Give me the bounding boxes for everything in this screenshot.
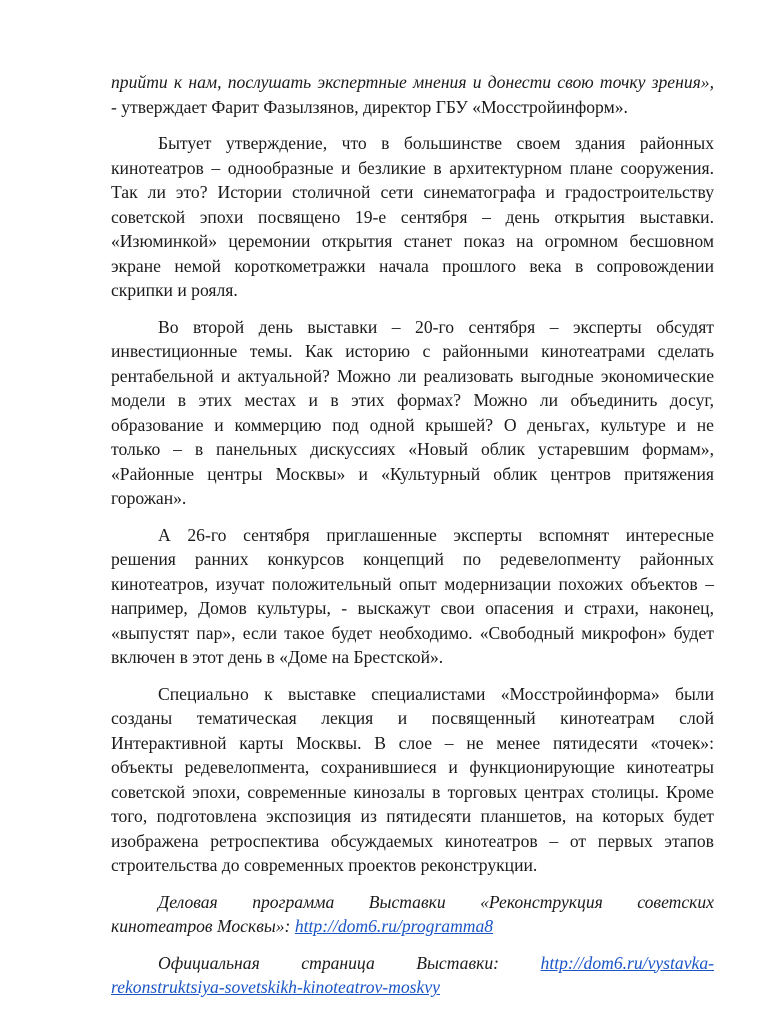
text-line: «Районные центры Москвы» и «Культурный облик центров притяжения	[111, 463, 714, 484]
official-page-link-part1[interactable]: http://dom6.ru/vystavka-	[540, 952, 714, 973]
text-line: рентабельной и актуальной? Можно ли реализовать выгодные экономические	[111, 365, 714, 386]
official-page-line1	[111, 951, 714, 976]
text-line: Бытует утверждение, что в большинстве своем здания районных	[158, 133, 714, 153]
official-page-label: Официальная страница Выставки:	[158, 952, 541, 973]
paragraph-third-day	[111, 523, 714, 670]
text-line: кинотеатров – однообразные и безликие в архитектурном плане сооружения.	[111, 157, 714, 178]
official-page-line2	[111, 975, 714, 1000]
official-page-link-part2[interactable]: rekonstruktsiya-sovetskikh-kinoteatrov-moskvy	[111, 977, 440, 997]
text-line: советской эпохи посвящено 19-е сентября – день открытия выставки.	[111, 206, 714, 227]
text-line: А 26-го сентября приглашенные эксперты вспомнят интересные	[158, 524, 714, 545]
text-line: инвестиционные темы. Как историю с районными кинотеатрами сделать	[111, 341, 714, 361]
text-line: строительства до современных проектов реконструкции.	[111, 855, 538, 875]
business-program-label: Деловая программа Выставки «Реконструкция советских	[158, 891, 714, 912]
text-line: скрипки и рояля.	[111, 280, 238, 300]
intro-quote-line: прийти к нам, послушать экспертные мнения и донести свою точку зрения»,	[111, 72, 714, 92]
official-page-paragraph	[111, 951, 714, 1000]
text-line: созданы тематическая лекция и посвященный кинотеатрам слой	[111, 708, 714, 728]
text-line: «Изюминкой» церемонии открытия станет показ на огромном бесшовном	[111, 231, 714, 251]
paragraph-opening-day	[111, 131, 714, 303]
text-line: Во второй день выставки – 20-го сентября – эксперты обсудят	[158, 316, 714, 337]
text-line: только – в панельных дискуссиях «Новый облик устаревшим формам»,	[111, 439, 714, 459]
business-program-link[interactable]: http://dom6.ru/programma8	[294, 916, 494, 936]
document-body	[111, 70, 714, 1000]
business-program-label-end: кинотеатров Москвы»:	[111, 916, 295, 936]
text-line: объекты редевелопмента, сохранившиеся и функционирующие кинотеатры	[111, 757, 714, 777]
intro-paragraph	[111, 70, 714, 119]
business-program-paragraph	[111, 890, 714, 939]
text-line: образование и коммерцию под одной крышей? О деньгах, культуре и не	[111, 414, 714, 435]
text-line: решения ранних конкурсов концепций по редевелопменту районных	[111, 549, 714, 569]
text-line: «выпустят пар», если такое будет необходимо. «Свободный микрофон» будет	[111, 622, 714, 643]
paragraph-exhibition-materials	[111, 682, 714, 878]
text-line: кинотеатров, изучат положительный опыт модернизации похожих объектов –	[111, 573, 714, 594]
text-line: того, подготовлена экспозиция из пятидесяти планшетов, на которых будет	[111, 806, 714, 826]
text-line: например, Домов культуры, - выскажут свои опасения и страхи, наконец,	[111, 598, 714, 618]
text-line: Специально к выставке специалистами «Мосстройинформа» были	[158, 683, 714, 704]
text-line: изображена ретроспектива обсуждаемых кинотеатров – от первых этапов	[111, 830, 714, 851]
text-line: горожан».	[111, 488, 187, 508]
text-line: модели в этих местах и в этих формах? Можно ли объединить досуг,	[111, 390, 714, 410]
text-line: Интерактивной карты Москвы. В слое – не менее пятидесяти «точек»:	[111, 732, 714, 753]
paragraph-second-day	[111, 315, 714, 511]
text-line: Так ли это? Истории столичной сети синематографа и градостроительству	[111, 182, 714, 202]
text-line: экране немой короткометражки начала прошлого века в сопровождении	[111, 255, 714, 276]
text-line: советской эпохи, современные кинозалы в торговых центрах столицы. Кроме	[111, 781, 714, 802]
business-program-line2	[111, 914, 714, 939]
text-line: включен в этот день в «Доме на Брестской».	[111, 647, 444, 667]
intro-attribution: - утверждает Фарит Фазылзянов, директор ГБУ «Мосстройинформ».	[111, 96, 628, 117]
